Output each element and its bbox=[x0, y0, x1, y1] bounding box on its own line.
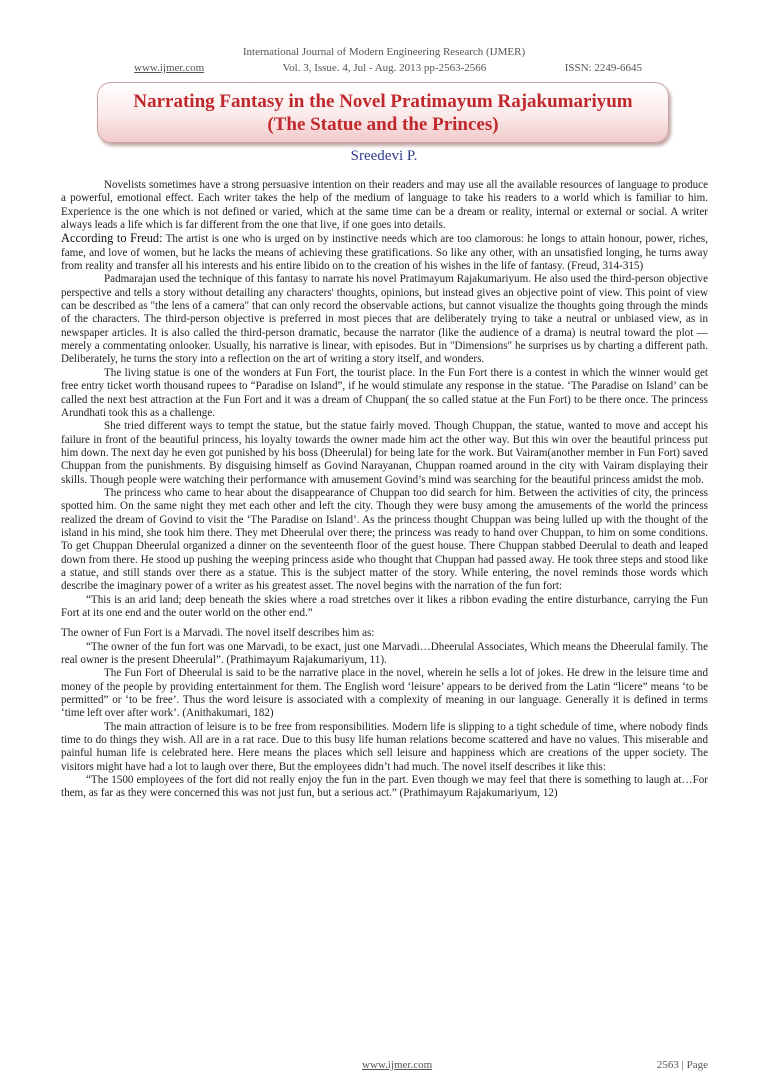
quote-employees: “The 1500 employees of the fort did not really enjoy the fun in the part. Even though we may feel that there is something to laugh at…For them, as far as they were concerned this was not just fun, but a serious act.” (Prathimayum Rajakumariyum, 12) bbox=[61, 774, 708, 800]
journal-name: International Journal of Modern Engineering Research (IJMER) bbox=[242, 46, 526, 58]
paragraph-princess: The princess who came to hear about the disappearance of Chuppan too did search for him. Between the activities of city, the princess spotted him. On the same night they met each other and left the city. Though they were busy among the amusements of the world the princess realized the dream of Govind to visit the ‘The Paradise on Island’. As the princess thought Chuppan was being lulled up with the thought of the island in his mind, she took him there. They met Dheerulal over there; the princess was ready to hand over Chuppan, to him on some conditions. To get Chuppan Dheerulal organized a dinner on the seventeenth floor of the guest house. There Chuppan stabbed Deerulal to death and leaped down from there. He stood up pushing the weeping princess aside who thought that Chuppan had passed away. He took three steps and stood like a statue, and still stands over there as a statue. This is the subject matter of the story. While entering, the novel reminds those words which describe the imaginary power of a writer as his greatest asset. The novel begins with the narration of the fun fort: bbox=[61, 486, 708, 593]
author-name: Sreedevi P. bbox=[350, 148, 418, 164]
paragraph-leisure: The Fun Fort of Dheerulal is said to be the narrative place in the novel, wherein he sells a lot of jokes. He drew in the leisure time and money of the people by providing entertainment for them. The English word ‘leisure’ appears to be derived from the Latin “licere” means ‘to be permitted” or ‘to be free’. Thus the word leisure is associated with a complexity of meaning in our language. Generally it is defined in terms ‘time left over after work’. (Anithakumari, 182) bbox=[61, 667, 708, 720]
quote-owner: “The owner of the fun fort was one Marvadi, to be exact, just one Marvadi…Dheerulal Associates, Which means the Dheerulal family. The real owner is the present Dheerulal”. (Prathimayum Rajakumariyum, 11). bbox=[61, 640, 708, 667]
paragraph-living-statue: The living statue is one of the wonders at Fun Fort, the tourist place. In the Fun Fort there is a contest in which the winner would get free entry ticket worth thousand rupees to “Paradise on Island”, if he would stimulate any response in the statue. ‘The Paradise on Island’ can be called the next best attraction at the Fun Fort and it was a dream of Chuppan( the so called statue at the Fun Fort) to be there once. The princess Arundhati took this as a challenge. bbox=[61, 366, 708, 419]
page-number: 2563 | Page bbox=[656, 1059, 708, 1071]
paper-title-line1: Narrating Fantasy in the Novel Pratimayum Rajakumariyum bbox=[133, 91, 633, 112]
paragraph-padmarajan: Padmarajan used the technique of this fantasy to narrate his novel Pratimayum Rajakumariyum. He also used the third-person objective perspective and tells a story without detailing any characters' thoughts, opinions, but instead gives an objective point of view. This point of view can be described as "the lens of a camera" that can only record the observable actions, but cannot visualize the thoughts going through the minds of the characters. The third-person objective is preferred in most pieces that are deliberately trying to take a neutral or unbiased view, as in newspaper articles. It is also called the third-person dramatic, because the narrator (like the audience of a drama) is neutral toward the plot — merely a commentating onlooker. Usually, his narrative is linear, with episodes. But in "Dimensions" he surprises us by charting a different path. Deliberately, he turns the story into a reflection on the art of writing a story itself, and wonders. bbox=[61, 273, 708, 366]
paper-title-line2: (The Statue and the Princes) bbox=[267, 114, 499, 135]
freud-text: The artist is one who is urged on by instinctive needs which are too clamorous: he longs to attain honour, power, riches, fame, and love of women, but he lacks the means of achieving these gratifications. So like any other, with an unsatisfied longing, he turns away from reality and transfer all his interests and his entire libido on to the creation of his wishes in the life of fantasy. (Freud, 314-315) bbox=[61, 233, 708, 273]
journal-website-link[interactable]: www.ijmer.com bbox=[134, 62, 205, 74]
quote-arid-land: “This is an arid land; deep beneath the skies where a road stretches over it likes a ribbon evading the entire disturbance, carrying the Fun Fort at its one end and the outer world on the other end.” bbox=[61, 593, 708, 619]
freud-heading: According to Freud: bbox=[61, 231, 163, 246]
journal-meta-line bbox=[134, 62, 642, 74]
paragraph-tempt-statue: She tried different ways to tempt the statue, but the statue fairly moved. Though Chuppan, the statue, wanted to move and accept his failure in front of the beautiful princess, his loyalty towards the owner made him act the other way. But this win over the beautiful princess put him down. The next day he even got punished by his boss (Dheerulal) for being late for the work. But Vairam(another member in Fun Fort) saved Chuppan from the punishments. By disguising himself as Govind Narayanan, Chuppan roamed around in the city with Vairam displaying their skills. Though people were watching their performance with amusement Govind’s mind was searching for the beautiful princess amidst the mob. bbox=[61, 420, 708, 486]
paragraph-intro: Novelists sometimes have a strong persuasive intention on their readers and may use all the available resources of language to produce a powerful, emotional effect. Each writer takes the help of the medium of language to take his readers to a world which is familiar to him. Experience is the one which is not defined or varied, which at the same time can be a dream or reality, internal or external or social. A writer always leads a life which is far different from the one that live, if one goes into details. bbox=[61, 179, 708, 232]
paragraph-main-attraction: The main attraction of leisure is to be free from responsibilities. Modern life is slipping to a tight schedule of time, where nobody finds time to do things they wish. All are in a rat race. Due to this busy life human relations become scattered and have no values. This miserable and painful human life is celebrated here. Here means the places which sell leisure and happiness which are creations of the upper society. The visitors might have had a lot to laugh over there, But the employees didn’t had much. The novel itself describes it like this: bbox=[61, 720, 708, 773]
paragraph-owner: The owner of Fun Fort is a Marvadi. The novel itself describes him as: bbox=[61, 627, 375, 640]
journal-issn: ISSN: 2249-6645 bbox=[564, 62, 642, 74]
paragraph-freud bbox=[61, 232, 708, 273]
journal-volume: Vol. 3, Issue. 4, Jul - Aug. 2013 pp-2563-2566 bbox=[282, 62, 487, 74]
footer-website-link[interactable]: www.ijmer.com bbox=[362, 1059, 433, 1071]
spacer bbox=[61, 620, 708, 627]
paper-body bbox=[61, 179, 708, 801]
title-box bbox=[97, 82, 669, 143]
